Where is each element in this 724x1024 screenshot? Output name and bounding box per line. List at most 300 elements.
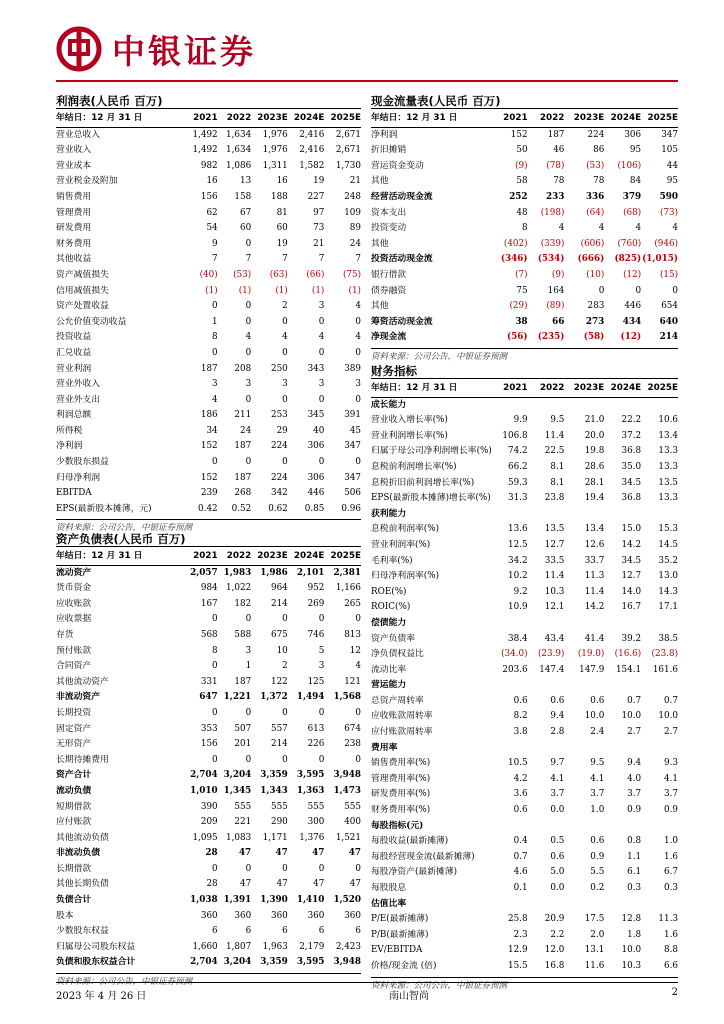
row-value: 0: [282, 316, 288, 327]
row-label: 营业收入: [56, 145, 92, 156]
row-value: 675: [270, 629, 288, 640]
table-header-row: [371, 111, 678, 127]
row-value: 0: [355, 457, 361, 468]
table-row: [371, 554, 678, 570]
row-value: (235): [537, 332, 565, 343]
row-value: 0.4: [513, 836, 528, 847]
row-value: 152: [200, 441, 218, 452]
table-row: [56, 127, 361, 143]
row-value: 1,568: [333, 692, 361, 703]
table-row: [371, 221, 678, 237]
row-value: 590: [659, 191, 678, 202]
header-year: 2021: [497, 381, 528, 397]
row-value: 10.3: [621, 960, 642, 971]
bank-logo-icon: [56, 26, 102, 72]
row-value: 28.6: [584, 461, 605, 472]
row-label: 息税前利润增长率(%): [371, 461, 457, 472]
row-value: 0: [355, 614, 361, 625]
row-value: 214: [270, 598, 288, 609]
row-value: 13.3: [658, 461, 678, 472]
row-value: 105: [661, 145, 678, 156]
row-value: (16.6): [614, 649, 642, 660]
row-value: (666): [577, 254, 605, 265]
table-row: [371, 143, 678, 159]
row-label: 营业成本: [56, 160, 92, 171]
row-value: 62: [206, 207, 218, 218]
row-value: (53): [233, 269, 252, 280]
table-row: [56, 486, 361, 502]
row-value: [604, 897, 641, 913]
row-label: 信用减值损失: [56, 285, 109, 296]
row-value: 434: [622, 316, 642, 327]
row-value: 226: [307, 739, 325, 750]
row-value: 306: [624, 129, 642, 140]
row-value: 4: [598, 223, 605, 234]
row-value: 4: [212, 394, 218, 405]
row-value: 0: [318, 347, 325, 358]
table-row: [56, 221, 361, 237]
header-year: 2022: [528, 111, 565, 127]
row-value: 306: [307, 472, 325, 483]
header-year: 2021: [184, 549, 218, 565]
row-value: 17.1: [658, 602, 678, 613]
row-value: [497, 507, 528, 523]
row-value: 4.1: [664, 773, 678, 784]
row-value: (75): [342, 269, 361, 280]
row-value: 187: [234, 441, 252, 452]
row-value: 203.6: [502, 664, 528, 675]
row-value: 33.7: [584, 555, 605, 566]
row-value: 290: [270, 817, 288, 828]
row-label: 净负债权益比: [371, 649, 424, 660]
cashflow-table: [371, 111, 678, 346]
row-value: 1,390: [260, 895, 288, 906]
table-row: [371, 897, 678, 913]
row-value: (534): [537, 254, 565, 265]
row-value: 342: [270, 488, 288, 499]
table-row: [56, 284, 361, 300]
row-value: 95: [629, 145, 642, 156]
header-year: 2024E: [604, 381, 641, 397]
row-value: 0.6: [513, 695, 528, 706]
row-label: 非流动负债: [56, 848, 100, 859]
header-label: 年结日：12 月 31 日: [56, 549, 184, 565]
row-value: 269: [307, 598, 325, 609]
row-value: 3,359: [260, 957, 288, 968]
row-value: 66: [552, 316, 565, 327]
table-row: [371, 444, 678, 460]
table-row: [371, 756, 678, 772]
row-value: 2,416: [299, 145, 325, 156]
row-value: 214: [270, 739, 288, 750]
row-value: (15): [659, 269, 678, 280]
row-value: 588: [234, 629, 252, 640]
row-value: 13.4: [584, 524, 605, 535]
row-value: 555: [307, 801, 325, 812]
row-value: 47: [312, 848, 325, 859]
table-row: [371, 678, 678, 694]
row-value: 400: [344, 817, 361, 828]
table-row: [371, 850, 678, 866]
row-label: 经营活动现金流: [371, 191, 433, 202]
row-value: 0.5: [550, 836, 565, 847]
row-value: (402): [503, 238, 528, 249]
row-value: 555: [234, 801, 252, 812]
row-value: 250: [270, 363, 288, 374]
row-value: 187: [234, 676, 252, 687]
row-value: 0: [282, 863, 288, 874]
row-value: 1,171: [262, 832, 288, 843]
row-value: 13.4: [658, 430, 678, 441]
table-row: [371, 522, 678, 538]
row-value: 6.7: [664, 867, 678, 878]
table-row: [371, 491, 678, 507]
row-value: 84: [629, 176, 642, 187]
table-row: [56, 362, 361, 378]
row-value: 75: [516, 285, 528, 296]
row-value: 1,376: [299, 832, 325, 843]
row-value: 187: [234, 472, 252, 483]
row-label: 息税前利润率(%): [371, 524, 440, 535]
row-value: 188: [270, 191, 288, 202]
table-row: [371, 585, 678, 601]
row-value: 0: [212, 347, 218, 358]
row-value: 4: [318, 332, 325, 343]
row-value: (9): [515, 160, 528, 171]
table-row: [371, 206, 678, 222]
row-value: 0: [355, 394, 361, 405]
row-label: 流动比率: [371, 664, 407, 675]
table-row: [56, 237, 361, 253]
row-value: 446: [624, 301, 642, 312]
row-value: 0: [282, 707, 288, 718]
row-label: 无形资产: [56, 739, 92, 750]
row-value: 0: [212, 614, 218, 625]
row-value: 1.1: [627, 851, 642, 862]
row-label: 管理费用率(%): [371, 773, 431, 784]
row-value: (760): [617, 238, 642, 249]
row-value: 164: [547, 285, 565, 296]
row-value: 78: [593, 176, 605, 187]
row-value: 21: [349, 176, 361, 187]
row-value: 187: [200, 363, 218, 374]
header-year: 2022: [218, 549, 252, 565]
row-value: 24: [349, 238, 361, 249]
row-value: 13.6: [507, 524, 528, 535]
row-value: 6.1: [627, 867, 642, 878]
row-value: [604, 616, 641, 632]
row-value: [528, 678, 565, 694]
row-value: [497, 819, 528, 835]
financial-ratios: [371, 363, 678, 993]
row-value: 1.8: [627, 929, 642, 940]
row-value: [564, 507, 604, 523]
table-row: [56, 206, 361, 222]
row-label: 负债合计: [56, 895, 92, 906]
table-row: [56, 612, 361, 628]
table-row: [56, 831, 361, 847]
row-value: (1): [348, 285, 361, 296]
row-label: 长期投资: [56, 707, 92, 718]
row-label: 净现金流: [371, 332, 407, 343]
row-value: 746: [307, 629, 325, 640]
row-value: 15.0: [621, 524, 642, 535]
company-name: 南山智尚: [389, 991, 430, 1002]
table-row: [371, 237, 678, 253]
row-value: [528, 397, 565, 413]
table-row: [56, 659, 361, 675]
row-value: 208: [234, 363, 252, 374]
row-value: 2,101: [296, 567, 325, 578]
row-value: 0.6: [513, 805, 528, 816]
row-label: 偿债能力: [371, 617, 407, 628]
table-row: [56, 502, 361, 518]
row-value: 1.0: [664, 836, 678, 847]
row-value: 186: [200, 410, 218, 421]
row-value: 0: [245, 301, 252, 312]
row-value: 58: [516, 176, 528, 187]
header-label: 年结日：12 月 31 日: [371, 381, 497, 397]
row-value: 28.1: [584, 477, 605, 488]
row-value: 47: [238, 848, 252, 859]
row-label: 归母净利润: [56, 472, 100, 483]
row-value: 0: [282, 394, 288, 405]
row-value: 14.5: [658, 539, 678, 550]
row-value: [497, 897, 528, 913]
row-value: 0.2: [590, 883, 605, 893]
table-row: [56, 346, 361, 362]
row-value: 4.1: [590, 773, 605, 784]
row-value: (58): [583, 332, 605, 343]
row-value: 9.4: [627, 758, 642, 769]
row-value: 389: [344, 363, 361, 374]
row-label: 每股净资产(最新摊薄): [371, 867, 458, 878]
table-row: [371, 600, 678, 616]
table-row: [56, 299, 361, 315]
row-value: [528, 819, 565, 835]
row-value: 211: [234, 410, 252, 421]
row-value: [604, 741, 641, 757]
row-label: ROIC(%): [371, 602, 411, 613]
row-value: 3: [212, 379, 218, 390]
row-value: 13.3: [658, 493, 678, 504]
row-value: 0: [212, 863, 218, 874]
row-value: 39.2: [621, 633, 642, 644]
row-value: 221: [234, 817, 252, 828]
row-value: 1,311: [262, 160, 288, 171]
row-value: 1,095: [192, 832, 218, 843]
row-value: 2,671: [335, 129, 361, 140]
row-value: 3.7: [664, 789, 678, 800]
row-value: 2,179: [299, 941, 325, 952]
row-label: 营业利润: [56, 363, 92, 374]
row-value: 2,423: [335, 941, 361, 952]
row-value: (12): [620, 332, 642, 343]
row-value: 0.96: [341, 503, 361, 514]
row-value: 50: [516, 145, 528, 156]
row-value: [564, 678, 604, 694]
row-value: 353: [200, 723, 218, 734]
row-value: 0: [318, 707, 325, 718]
row-value: 0: [318, 863, 325, 874]
row-value: 654: [661, 301, 678, 312]
table-row: [56, 800, 361, 816]
row-value: 1,492: [192, 129, 218, 140]
row-value: 6: [355, 926, 361, 937]
row-value: 0: [245, 394, 252, 405]
row-label: 营运资金变动: [371, 160, 424, 171]
row-value: 952: [307, 583, 325, 594]
page-footer: [56, 982, 678, 1002]
header-year: 2022: [528, 381, 565, 397]
row-value: 1,166: [335, 583, 361, 594]
row-value: [641, 819, 678, 835]
row-label: 研发费用率(%): [371, 789, 431, 800]
row-label: 资产负债率: [371, 633, 415, 644]
row-label: EV/EBITDA: [371, 945, 423, 956]
row-value: 347: [344, 441, 361, 452]
row-value: [604, 819, 641, 835]
row-value: 0.1: [513, 883, 528, 893]
row-label: EPS(最新股本摊薄，元): [56, 503, 152, 514]
row-value: 10.0: [584, 711, 605, 722]
row-value: 265: [344, 598, 361, 609]
row-value: 21: [313, 238, 325, 249]
row-value: 59.3: [507, 477, 528, 488]
table-row: [371, 507, 678, 523]
row-value: 964: [270, 583, 288, 594]
row-value: 3: [245, 645, 252, 656]
row-value: 4: [282, 332, 288, 343]
table-row: [56, 753, 361, 769]
row-value: 4: [355, 332, 361, 343]
row-value: 6: [212, 926, 218, 937]
row-value: 2,704: [190, 957, 218, 968]
row-value: 2,416: [299, 129, 325, 140]
table-row: [56, 924, 361, 940]
row-label: 净利润: [56, 441, 83, 452]
row-value: 33.5: [544, 555, 565, 566]
table-row: [56, 268, 361, 284]
table-row: [56, 737, 361, 753]
row-value: 19.8: [584, 446, 605, 457]
row-value: 4.2: [513, 773, 528, 784]
row-value: 2.8: [550, 727, 565, 738]
row-value: 507: [234, 723, 252, 734]
income-table: [56, 111, 361, 517]
row-value: [641, 507, 678, 523]
row-label: 每股指标(元): [371, 820, 424, 831]
row-value: 3.6: [513, 789, 528, 800]
income-statement: [56, 93, 361, 535]
row-value: 984: [200, 583, 218, 594]
row-value: 8.1: [550, 461, 565, 472]
row-value: 12.7: [621, 571, 642, 582]
page-header: [56, 24, 256, 74]
row-value: (7): [515, 269, 528, 280]
table-row: [56, 377, 361, 393]
row-value: 224: [270, 441, 288, 452]
row-value: 47: [348, 848, 361, 859]
table-row: [56, 159, 361, 175]
row-value: 20.0: [584, 430, 605, 441]
row-value: 0: [355, 707, 361, 718]
row-value: 2.2: [550, 929, 565, 940]
row-value: [528, 741, 565, 757]
row-value: 97: [313, 207, 325, 218]
row-value: 9.9: [513, 415, 528, 426]
row-label: 营运能力: [371, 680, 407, 691]
row-value: 1,660: [192, 941, 218, 952]
row-label: EPS(最新股本摊薄)增长率(%): [371, 493, 491, 504]
row-value: 35.2: [658, 555, 678, 566]
header-label: 年结日：12 月 31 日: [371, 111, 497, 127]
row-value: 156: [200, 191, 218, 202]
row-label: 其他流动负债: [56, 832, 109, 843]
row-label: 总资产周转率: [371, 695, 424, 706]
row-value: 360: [307, 910, 325, 921]
row-value: 3: [318, 379, 325, 390]
table-row: [371, 268, 678, 284]
row-value: 1,634: [226, 145, 252, 156]
row-value: 4: [355, 661, 361, 672]
row-value: 4.6: [513, 867, 528, 878]
row-value: 0.85: [304, 503, 325, 514]
row-value: 0: [318, 316, 325, 327]
row-value: 640: [659, 316, 678, 327]
row-value: (40): [199, 269, 218, 280]
row-value: 0.6: [550, 695, 565, 706]
row-label: 筹资活动现金流: [371, 316, 433, 327]
row-value: 34.5: [621, 477, 642, 488]
row-value: 1,986: [260, 567, 288, 578]
row-value: 1.6: [664, 851, 678, 862]
row-value: 0: [282, 754, 288, 765]
row-value: 3: [245, 379, 252, 390]
table-row: [371, 397, 678, 413]
row-value: 48: [516, 207, 528, 218]
row-value: 0.9: [627, 805, 642, 816]
row-value: 248: [344, 191, 361, 202]
row-value: (53): [586, 160, 605, 171]
row-value: 1,976: [262, 129, 288, 140]
row-value: (23.9): [537, 649, 565, 660]
row-value: [497, 397, 528, 413]
row-value: 0.7: [513, 851, 528, 862]
header-divider: [56, 80, 678, 82]
row-value: 0.6: [590, 836, 605, 847]
table-row: [56, 408, 361, 424]
row-value: 9: [212, 238, 218, 249]
row-value: 224: [270, 472, 288, 483]
row-value: 9.2: [513, 586, 528, 597]
row-label: 流动负债: [56, 785, 92, 796]
row-value: 1,807: [226, 941, 252, 952]
table-row: [371, 190, 678, 206]
row-value: (10): [586, 269, 605, 280]
table-row: [371, 413, 678, 429]
row-value: 674: [344, 723, 361, 734]
row-value: [528, 507, 565, 523]
row-label: 长期待摊费用: [56, 754, 109, 765]
row-value: 8: [212, 332, 218, 343]
page-number: 2: [671, 987, 678, 998]
row-value: 10.6: [658, 415, 678, 426]
row-value: 4: [558, 223, 565, 234]
row-value: 22.5: [544, 446, 565, 457]
row-value: 0: [245, 316, 252, 327]
row-value: [564, 616, 604, 632]
